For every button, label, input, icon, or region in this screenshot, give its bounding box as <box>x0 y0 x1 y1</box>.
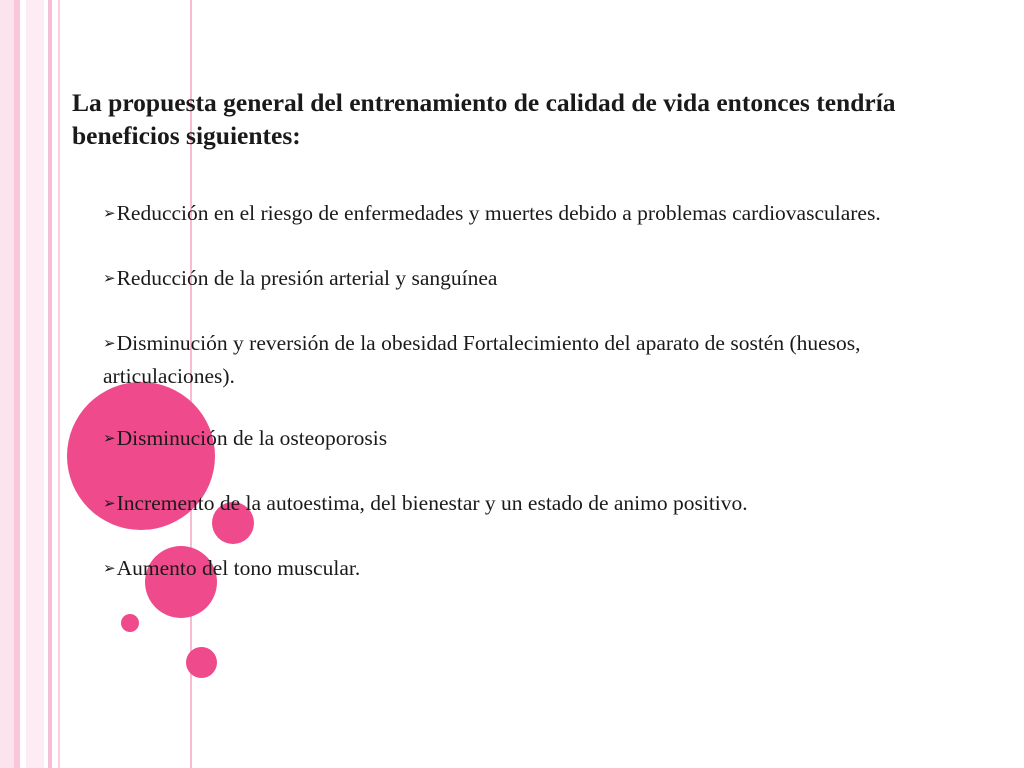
decor-circle <box>186 647 217 678</box>
decor-stripe <box>0 0 14 768</box>
bullet-text: Reducción en el riesgo de enfermedades y muertes debido a problemas cardiovasculares. <box>116 201 881 225</box>
bullet-text: Aumento del tono muscular. <box>116 556 361 580</box>
arrow-bullet-icon: ➢ <box>103 496 116 512</box>
list-item <box>103 423 923 456</box>
arrow-bullet-icon: ➢ <box>103 561 116 577</box>
slide-title: La propuesta general del entrenamiento de calidad de vida entonces tendría beneficios siguientes: <box>72 88 896 150</box>
bullet-text: Incremento de la autoestima, del bienestar y un estado de animo positivo. <box>116 491 748 515</box>
list-item <box>103 198 923 231</box>
list-item <box>103 263 923 296</box>
bullet-text: Disminución y reversión de la obesidad Fortalecimiento del aparato de sostén (huesos, articulaciones). <box>103 331 861 388</box>
list-item <box>103 328 923 391</box>
arrow-bullet-icon: ➢ <box>103 271 116 287</box>
list-item <box>103 553 923 586</box>
decor-stripe <box>26 0 44 768</box>
bullet-text: Reducción de la presión arterial y sanguínea <box>116 266 498 290</box>
list-item <box>103 488 923 521</box>
decor-stripe <box>48 0 52 768</box>
arrow-bullet-icon: ➢ <box>103 206 116 222</box>
arrow-bullet-icon: ➢ <box>103 431 116 447</box>
decor-stripe <box>14 0 20 768</box>
decor-stripe <box>58 0 60 768</box>
arrow-bullet-icon: ➢ <box>103 336 116 352</box>
bullet-text: Disminución de la osteoporosis <box>116 426 388 450</box>
benefits-list <box>103 198 923 618</box>
